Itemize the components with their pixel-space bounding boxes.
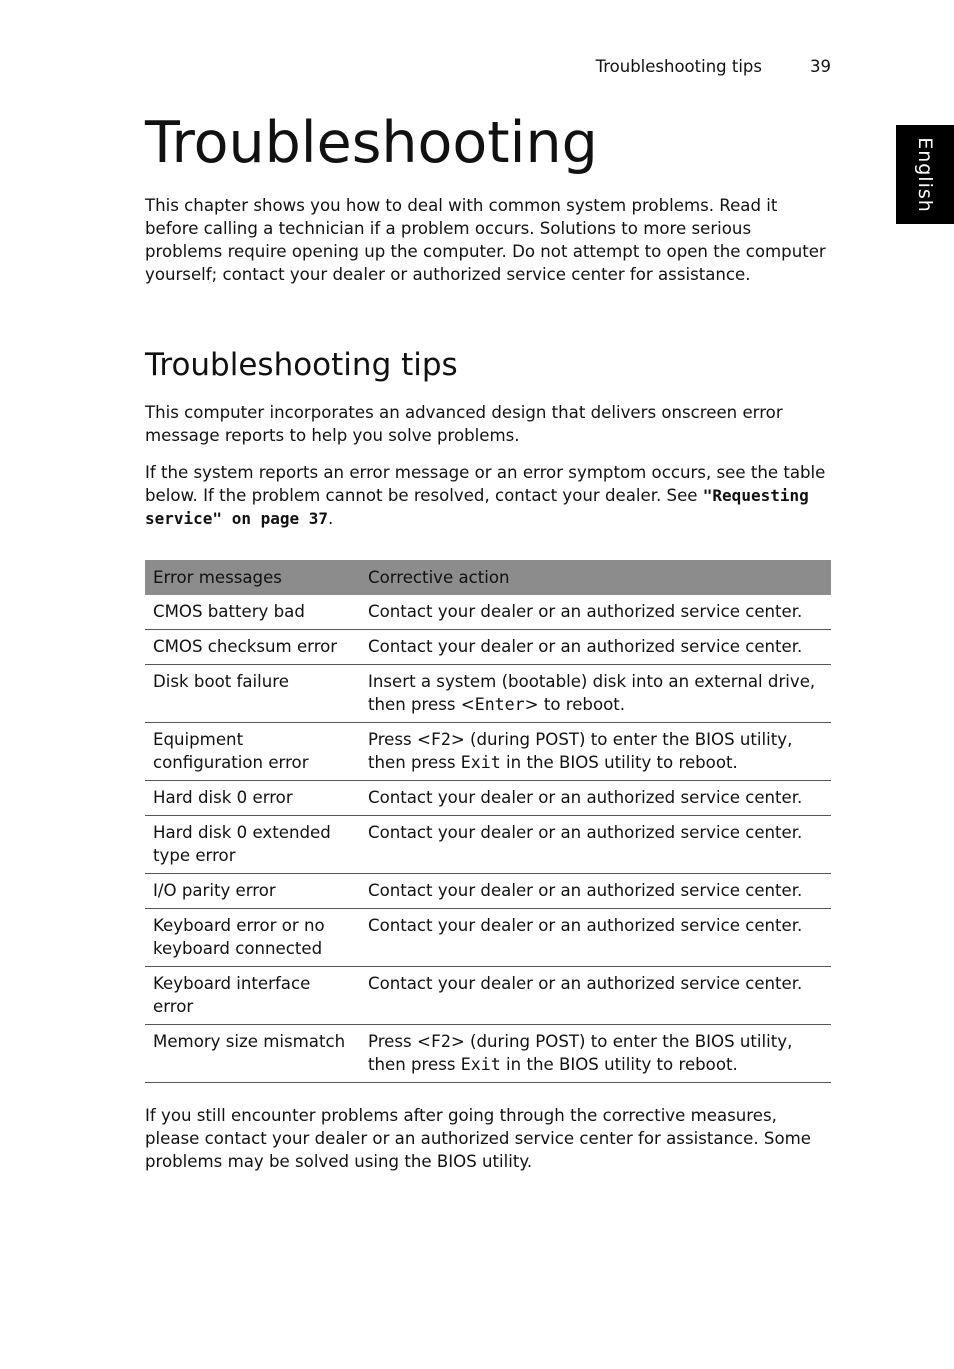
- table-row: [145, 630, 831, 665]
- error-cell: I/O parity error: [145, 874, 360, 909]
- section-heading: Troubleshooting tips: [145, 347, 458, 383]
- error-cell: CMOS checksum error: [145, 630, 360, 665]
- action-cell: [360, 665, 831, 723]
- error-cell: Equipment configuration error: [145, 723, 360, 781]
- action-text: in the BIOS utility to reboot.: [500, 1055, 738, 1074]
- action-text: > (during POST) to enter the BIOS utility, then press: [368, 1032, 793, 1074]
- page-number: 39: [810, 57, 831, 76]
- running-header: [145, 57, 831, 81]
- error-cell: CMOS battery bad: [145, 595, 360, 630]
- table-row: [145, 1025, 831, 1083]
- tips-paragraph-2-text: If the system reports an error message or an error symptom occurs, see the table below. If the problem cannot be resolved, contact your dealer. See: [145, 463, 826, 505]
- action-cell: Contact your dealer or an authorized service center.: [360, 909, 831, 967]
- table-row: [145, 665, 831, 723]
- error-cell: Keyboard error or no keyboard connected: [145, 909, 360, 967]
- tips-paragraph-1: This computer incorporates an advanced design that delivers onscreen error message reports to help you solve problems.: [145, 403, 783, 445]
- error-cell: Hard disk 0 error: [145, 781, 360, 816]
- action-cell: Contact your dealer or an authorized service center.: [360, 967, 831, 1025]
- action-cell: Contact your dealer or an authorized service center.: [360, 781, 831, 816]
- key-label: F2: [430, 1032, 451, 1051]
- action-text: in the BIOS utility to reboot.: [500, 753, 738, 772]
- table-row: [145, 816, 831, 874]
- action-text: Press <: [368, 730, 431, 749]
- error-cell: Memory size mismatch: [145, 1025, 360, 1083]
- intro-paragraph: This chapter shows you how to deal with common system problems. Read it before calling a technician if a problem occurs. Solutions to more serious problems require opening up the computer. Do not attempt to open the computer yourself; contact your dealer or authorized service center for assistance.: [145, 196, 826, 284]
- table-row: [145, 723, 831, 781]
- language-tab-label: English: [914, 136, 936, 213]
- table-row: [145, 909, 831, 967]
- action-cell: Contact your dealer or an authorized service center.: [360, 874, 831, 909]
- key-label: Enter: [474, 695, 525, 714]
- action-text: > (during POST) to enter the BIOS utility, then press: [368, 730, 793, 772]
- column-header-error: Error messages: [145, 560, 360, 595]
- tips-paragraph-2: [145, 461, 831, 530]
- language-tab: [896, 125, 954, 224]
- table-row: [145, 595, 831, 630]
- running-header-section: Troubleshooting tips: [595, 57, 762, 76]
- action-cell: Contact your dealer or an authorized service center.: [360, 595, 831, 630]
- action-text: > to reboot.: [524, 695, 626, 714]
- key-label: Exit: [460, 753, 501, 772]
- requesting-service-link[interactable]: "Requesting service" on page 37: [145, 486, 809, 528]
- table-header-row: [145, 560, 831, 595]
- chapter-title: Troubleshooting: [145, 110, 598, 176]
- column-header-action: Corrective action: [360, 560, 831, 595]
- error-cell: Hard disk 0 extended type error: [145, 816, 360, 874]
- key-label: F2: [430, 730, 451, 749]
- action-cell: [360, 723, 831, 781]
- action-text: Insert a system (bootable) disk into an external drive, then press <: [368, 672, 816, 714]
- closing-paragraph: If you still encounter problems after going through the corrective measures, please contact your dealer or an authorized service center for assistance. Some problems may be solved using the BIOS utility.: [145, 1106, 811, 1171]
- error-cell: Disk boot failure: [145, 665, 360, 723]
- action-cell: [360, 1025, 831, 1083]
- action-cell: Contact your dealer or an authorized service center.: [360, 816, 831, 874]
- action-cell: Contact your dealer or an authorized service center.: [360, 630, 831, 665]
- table-row: [145, 781, 831, 816]
- error-cell: Keyboard interface error: [145, 967, 360, 1025]
- table-row: [145, 874, 831, 909]
- tips-paragraph-2-end: .: [328, 509, 334, 528]
- table-row: [145, 967, 831, 1025]
- error-messages-table: [145, 560, 831, 1083]
- key-label: Exit: [460, 1055, 501, 1074]
- action-text: Press <: [368, 1032, 431, 1051]
